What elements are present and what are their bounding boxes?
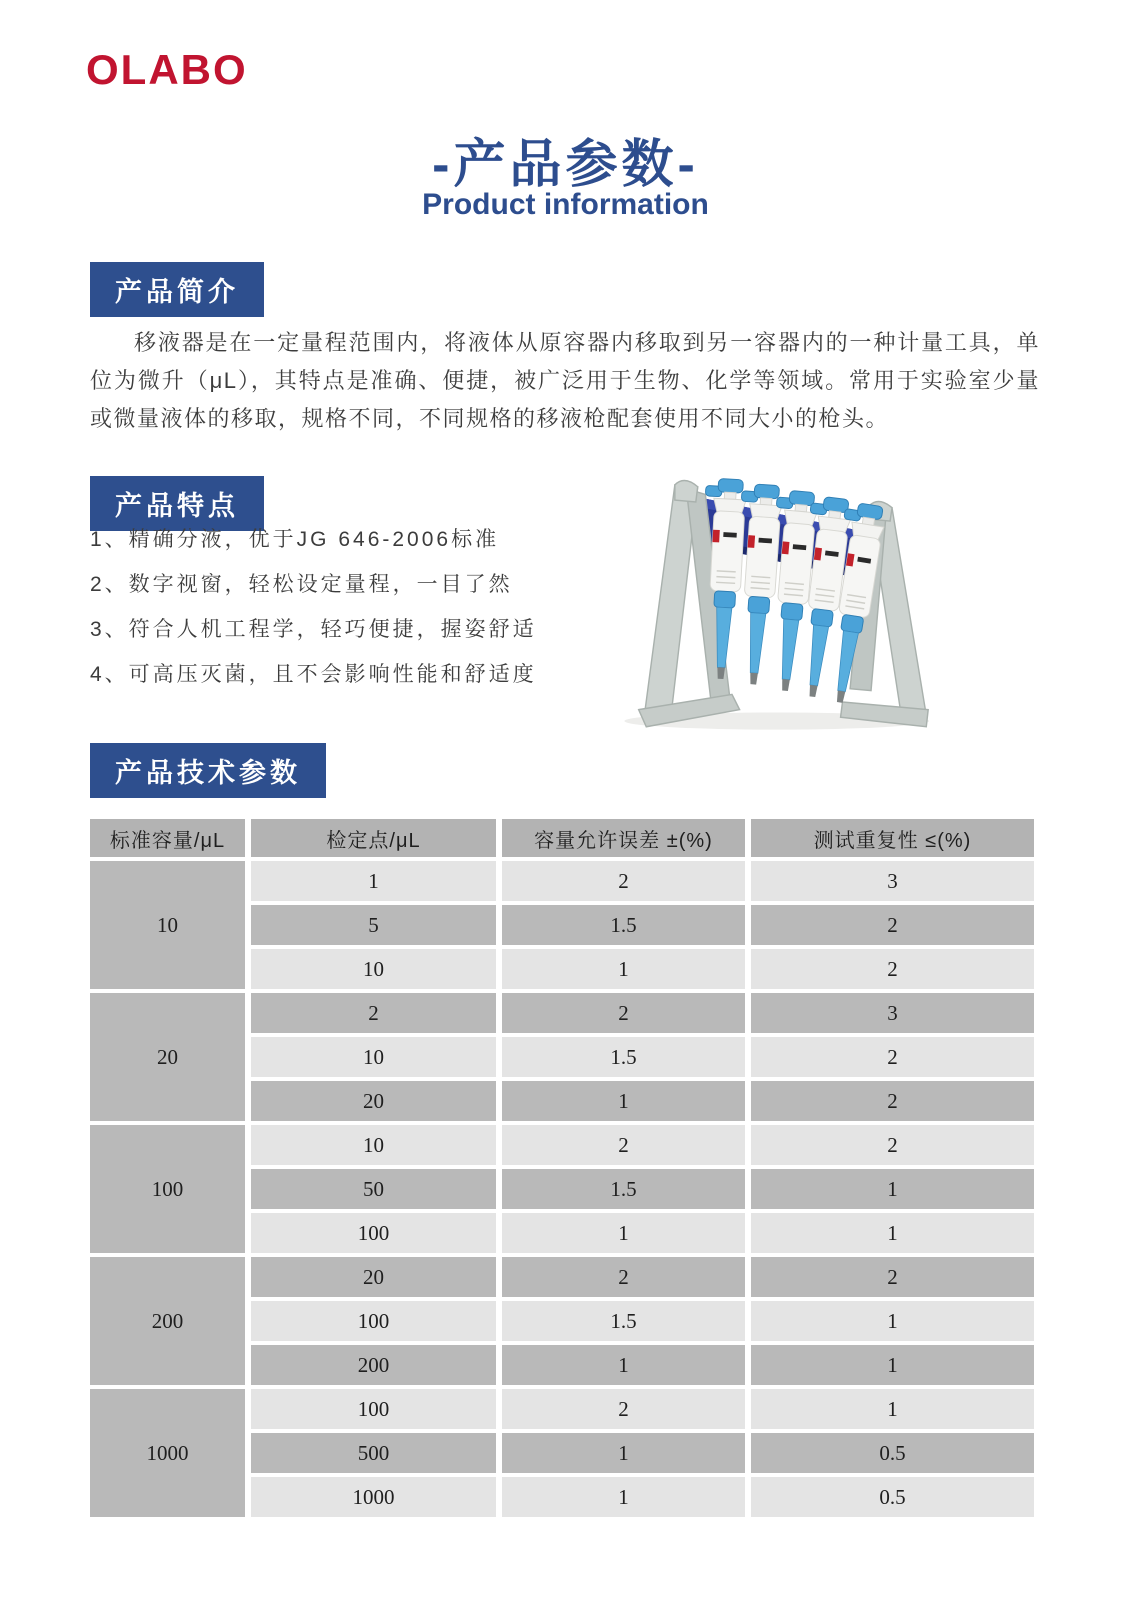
- spec-cell: 1: [751, 1345, 1034, 1385]
- spec-cell: 2: [502, 1389, 745, 1429]
- section-heading-intro: 产品简介: [90, 262, 264, 317]
- spec-table: [84, 815, 1040, 1521]
- col-header-checkpoint: 检定点/μL: [251, 819, 496, 857]
- spec-cell: 1: [251, 861, 496, 901]
- spec-cell: 100: [251, 1301, 496, 1341]
- capacity-group-cell: 200: [90, 1257, 245, 1385]
- spec-cell: 2: [751, 1037, 1034, 1077]
- spec-cell: 2: [251, 993, 496, 1033]
- spec-table-row: [90, 861, 1034, 901]
- spec-cell: 1: [502, 1433, 745, 1473]
- spec-cell: 1: [502, 949, 745, 989]
- spec-cell: 1: [502, 1345, 745, 1385]
- spec-cell: 2: [751, 949, 1034, 989]
- spec-cell: 500: [251, 1433, 496, 1473]
- spec-cell: 10: [251, 1125, 496, 1165]
- spec-cell: 1: [751, 1213, 1034, 1253]
- intro-paragraph: 移液器是在一定量程范围内，将液体从原容器内移取到另一容器内的一种计量工具，单位为微升（μL），其特点是准确、便捷，被广泛用于生物、化学等领域。常用于实验室少量或微量液体的移取，规格不同，不同规格的移液枪配套使用不同大小的枪头。: [90, 330, 1040, 431]
- spec-cell: 1: [502, 1081, 745, 1121]
- capacity-group-cell: 1000: [90, 1389, 245, 1517]
- spec-cell: 2: [502, 1125, 745, 1165]
- spec-cell: 1.5: [502, 905, 745, 945]
- spec-cell: 10: [251, 949, 496, 989]
- spec-cell: 100: [251, 1389, 496, 1429]
- spec-table-row: [90, 1257, 1034, 1297]
- spec-cell: 2: [502, 993, 745, 1033]
- feature-item-1: 1、精确分液，优于JG 646-2006标准: [90, 528, 500, 551]
- spec-cell: 1: [751, 1169, 1034, 1209]
- spec-cell: 1: [751, 1389, 1034, 1429]
- page-title: -产品参数-: [432, 136, 699, 194]
- spec-cell: 100: [251, 1213, 496, 1253]
- spec-table-row: [90, 993, 1034, 1033]
- spec-cell: 200: [251, 1345, 496, 1385]
- feature-item-4: 4、可高压灭菌，且不会影响性能和舒适度: [90, 663, 537, 686]
- section-heading-features: 产品特点: [90, 476, 264, 531]
- spec-cell: 1000: [251, 1477, 496, 1517]
- features-list: [90, 517, 537, 697]
- section-heading-specs: 产品技术参数: [90, 743, 326, 798]
- spec-cell: 2: [502, 1257, 745, 1297]
- spec-cell: 50: [251, 1169, 496, 1209]
- spec-cell: 2: [751, 1081, 1034, 1121]
- spec-cell: 0.5: [751, 1433, 1034, 1473]
- col-header-error: 容量允许误差 ±(%): [502, 819, 745, 857]
- capacity-group-cell: 10: [90, 861, 245, 989]
- spec-cell: 1: [502, 1213, 745, 1253]
- spec-cell: 1.5: [502, 1037, 745, 1077]
- spec-cell: 20: [251, 1257, 496, 1297]
- col-header-repeatability: 测试重复性 ≤(%): [751, 819, 1034, 857]
- spec-cell: 1.5: [502, 1169, 745, 1209]
- spec-cell: 5: [251, 905, 496, 945]
- brand-logo: OLABO: [86, 46, 248, 93]
- feature-item-2: 2、数字视窗，轻松设定量程，一目了然: [90, 573, 513, 596]
- spec-table-row: [90, 1125, 1034, 1165]
- spec-cell: 2: [751, 905, 1034, 945]
- spec-cell: 1.5: [502, 1301, 745, 1341]
- spec-cell: 20: [251, 1081, 496, 1121]
- spec-cell: 1: [751, 1301, 1034, 1341]
- pipette-stand-image: [572, 426, 972, 738]
- spec-cell: 2: [751, 1257, 1034, 1297]
- spec-cell: 0.5: [751, 1477, 1034, 1517]
- spec-table-header-row: [90, 819, 1034, 857]
- capacity-group-cell: 20: [90, 993, 245, 1121]
- spec-cell: 2: [751, 1125, 1034, 1165]
- spec-cell: 3: [751, 993, 1034, 1033]
- spec-table-row: [90, 1389, 1034, 1429]
- feature-item-3: 3、符合人机工程学，轻巧便捷，握姿舒适: [90, 618, 537, 641]
- spec-table-body: [90, 861, 1034, 1517]
- spec-cell: 3: [751, 861, 1034, 901]
- spec-cell: 10: [251, 1037, 496, 1077]
- spec-cell: 2: [502, 861, 745, 901]
- col-header-capacity: 标准容量/μL: [90, 819, 245, 857]
- page-subtitle: Product information: [422, 188, 709, 221]
- capacity-group-cell: 100: [90, 1125, 245, 1253]
- spec-cell: 1: [502, 1477, 745, 1517]
